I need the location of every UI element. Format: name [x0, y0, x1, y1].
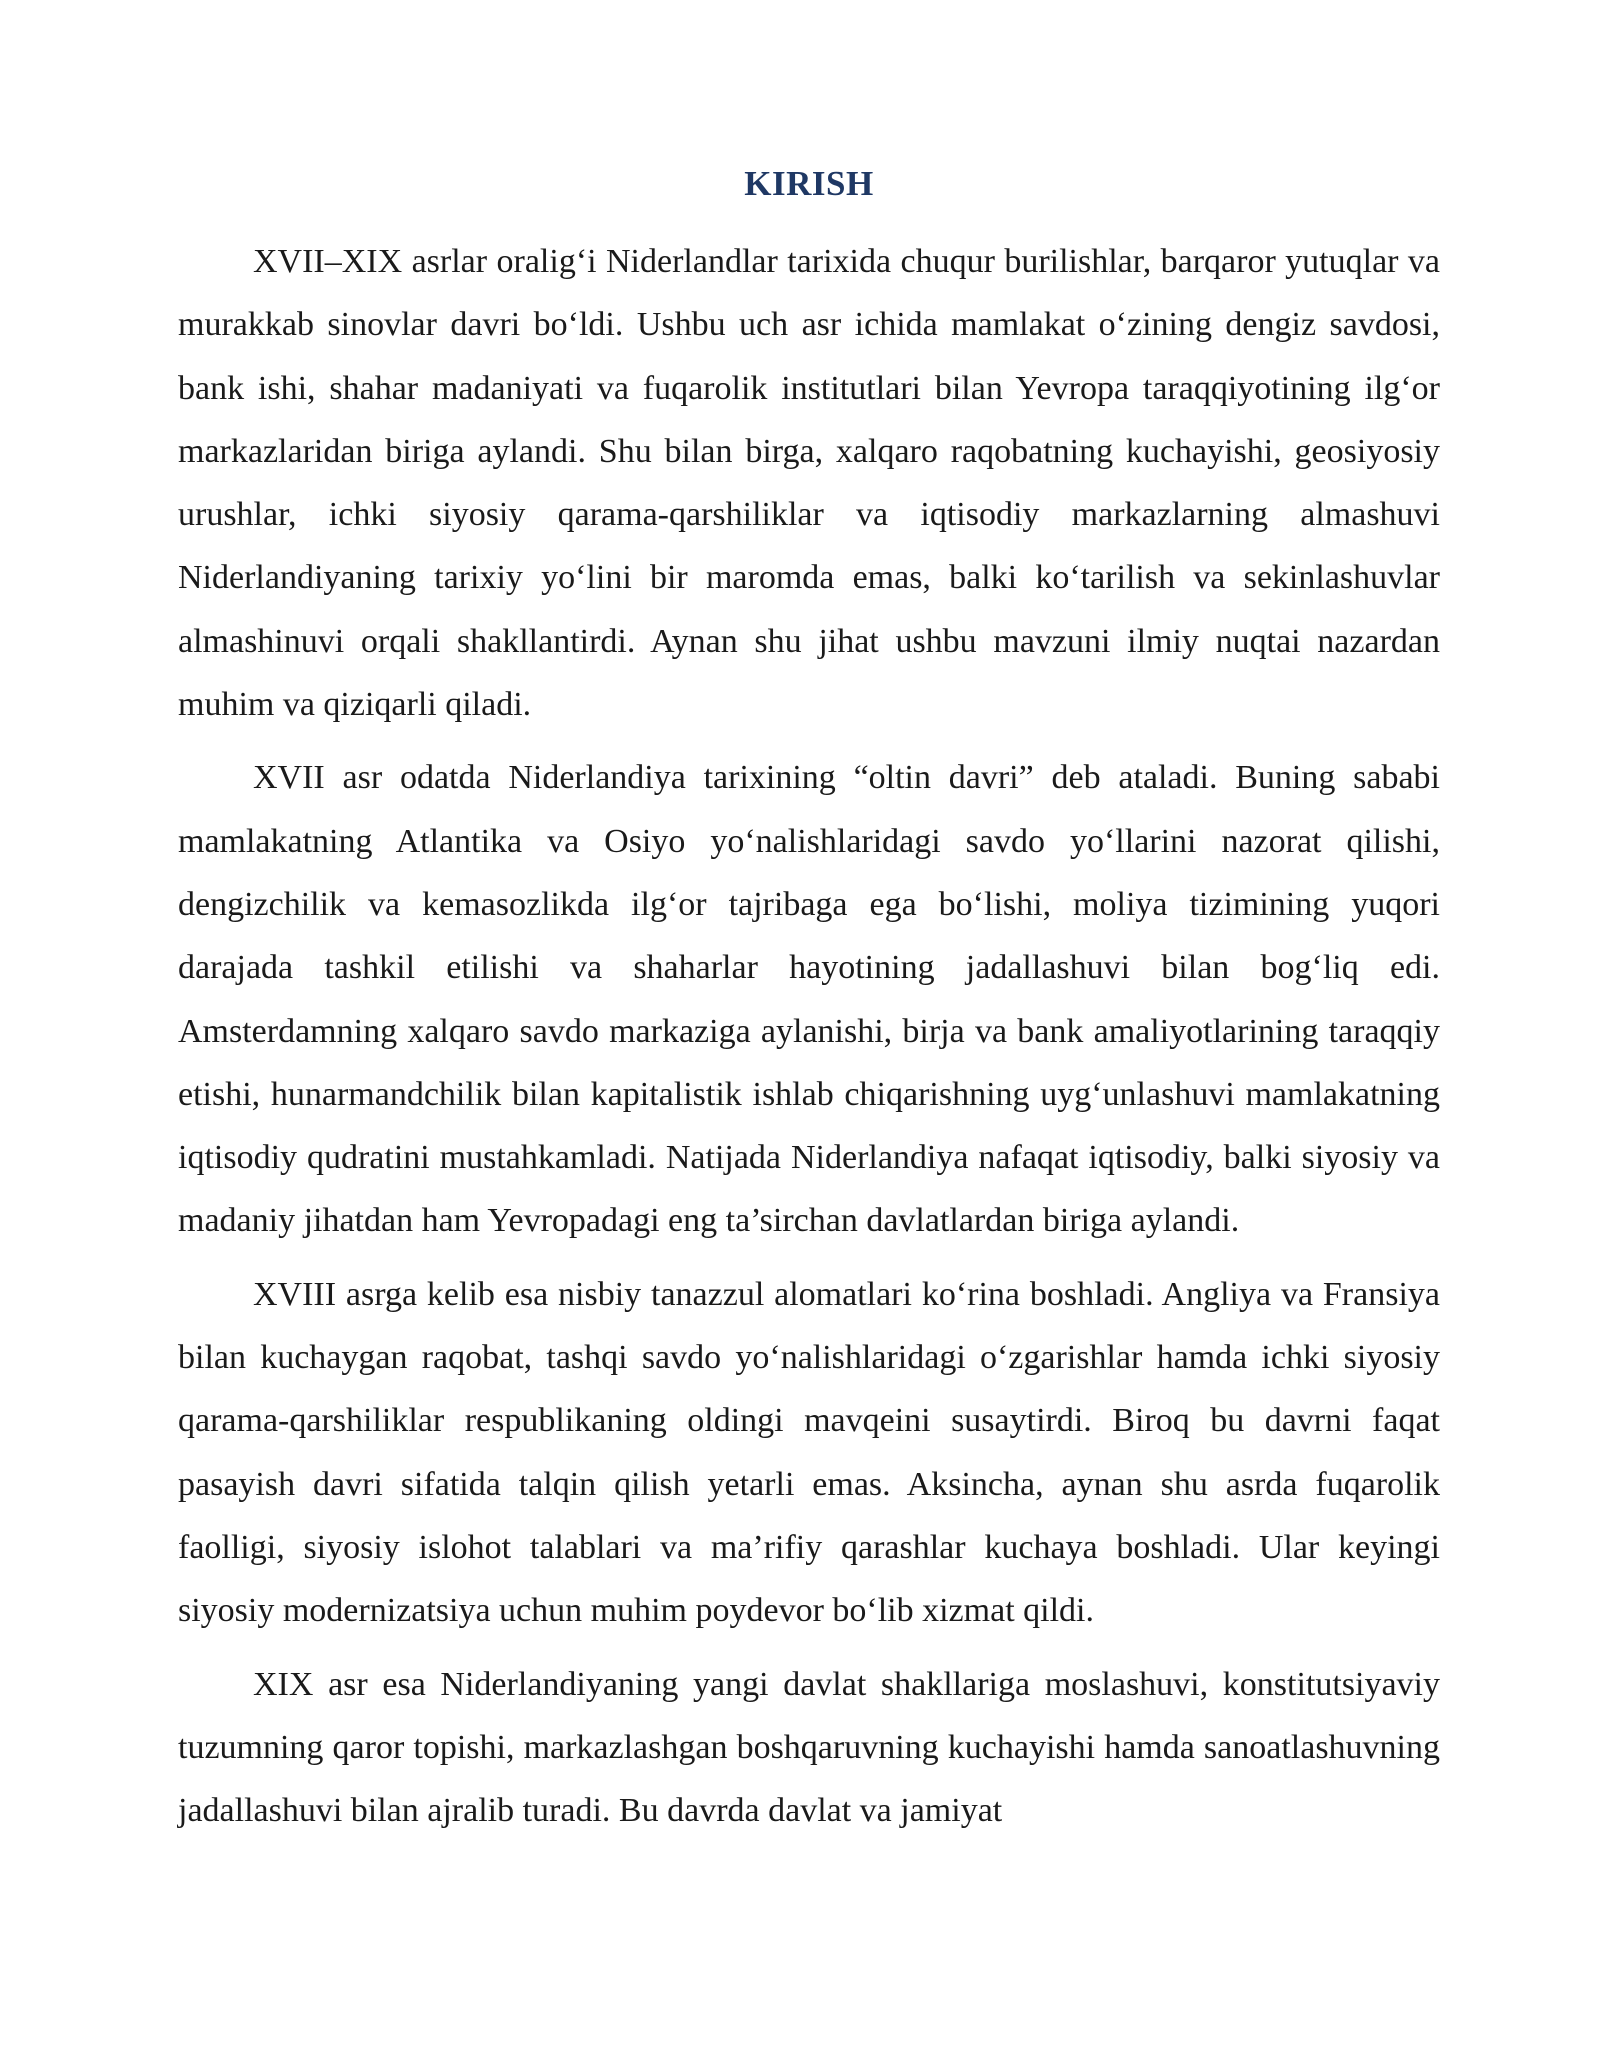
paragraph-3: XVIII asrga kelib esa nisbiy tanazzul alomatlari ko‘rina boshladi. Angliya va Fransiya bilan kuchaygan raqobat, tashqi savdo yo‘nalishlaridagi o‘zgarishlar hamda ichki siyosiy qarama-qarshiliklar respublikaning oldingi mavqeini susaytirdi. Biroq bu davrni faqat pasayish davri sifatida talqin qilish yetarli emas. Aksincha, aynan shu asrda fuqarolik faolligi, siyosiy islohot talablari va ma’rifiy qarashlar kuchaya boshladi. Ular keyingi siyosiy modernizatsiya uchun muhim poydevor bo‘lib xizmat qildi.: [178, 1275, 1440, 1630]
paragraph-4: XIX asr esa Niderlandiyaning yangi davlat shakllariga moslashuvi, konstitutsiyaviy tuzumning qaror topishi, markazlashgan boshqaruvning kuchayishi hamda sanoatlashuvning jadallashuvi bilan ajralib turadi. Bu davrda davlat va jamiyat: [178, 1665, 1440, 1830]
paragraph-2: XVII asr odatda Niderlandiya tarixining “oltin davri” deb ataladi. Buning sababi mamlakatning Atlantika va Osiyo yo‘nalishlaridagi savdo yo‘llarini nazorat qilishi, dengizchilik va kemasozlikda ilg‘or tajribaga ega bo‘lishi, moliya tizimining yuqori darajada tashkil etilishi va shaharlar hayotining jadallashuvi bilan bog‘liq edi. Amsterdamning xalqaro savdo markaziga aylanishi, birja va bank amaliyotlarining taraqqiy etishi, hunarmandchilik bilan kapitalistik ishlab chiqarishning uyg‘unlashuvi mamlakatning iqtisodiy qudratini mustahkamladi. Natijada Niderlandiya nafaqat iqtisodiy, balki siyosiy va madaniy jihatdan ham Yevropadagi eng ta’sirchan davlatlardan biriga aylandi.: [178, 759, 1440, 1240]
paragraph-1: XVII–XIX asrlar oralig‘i Niderlandlar tarixida chuqur burilishlar, barqaror yutuqlar va murakkab sinovlar davri bo‘ldi. Ushbu uch asr ichida mamlakat o‘zining dengiz savdosi, bank ishi, shahar madaniyati va fuqarolik institutlari bilan Yevropa taraqqiyotining ilg‘or markazlaridan biriga aylandi. Shu bilan birga, xalqaro raqobatning kuchayishi, geosiyosiy urushlar, ichki siyosiy qarama-qarshiliklar va iqtisodiy markazlarning almashuvi Niderlandiyaning tarixiy yo‘lini bir maromda emas, balki ko‘tarilish va sekinlashuvlar almashinuvi orqali shakllantirdi. Aynan shu jihat ushbu mavzuni ilmiy nuqtai nazardan muhim va qiziqarli qiladi.: [178, 243, 1440, 724]
section-heading: KIRISH: [744, 164, 874, 203]
